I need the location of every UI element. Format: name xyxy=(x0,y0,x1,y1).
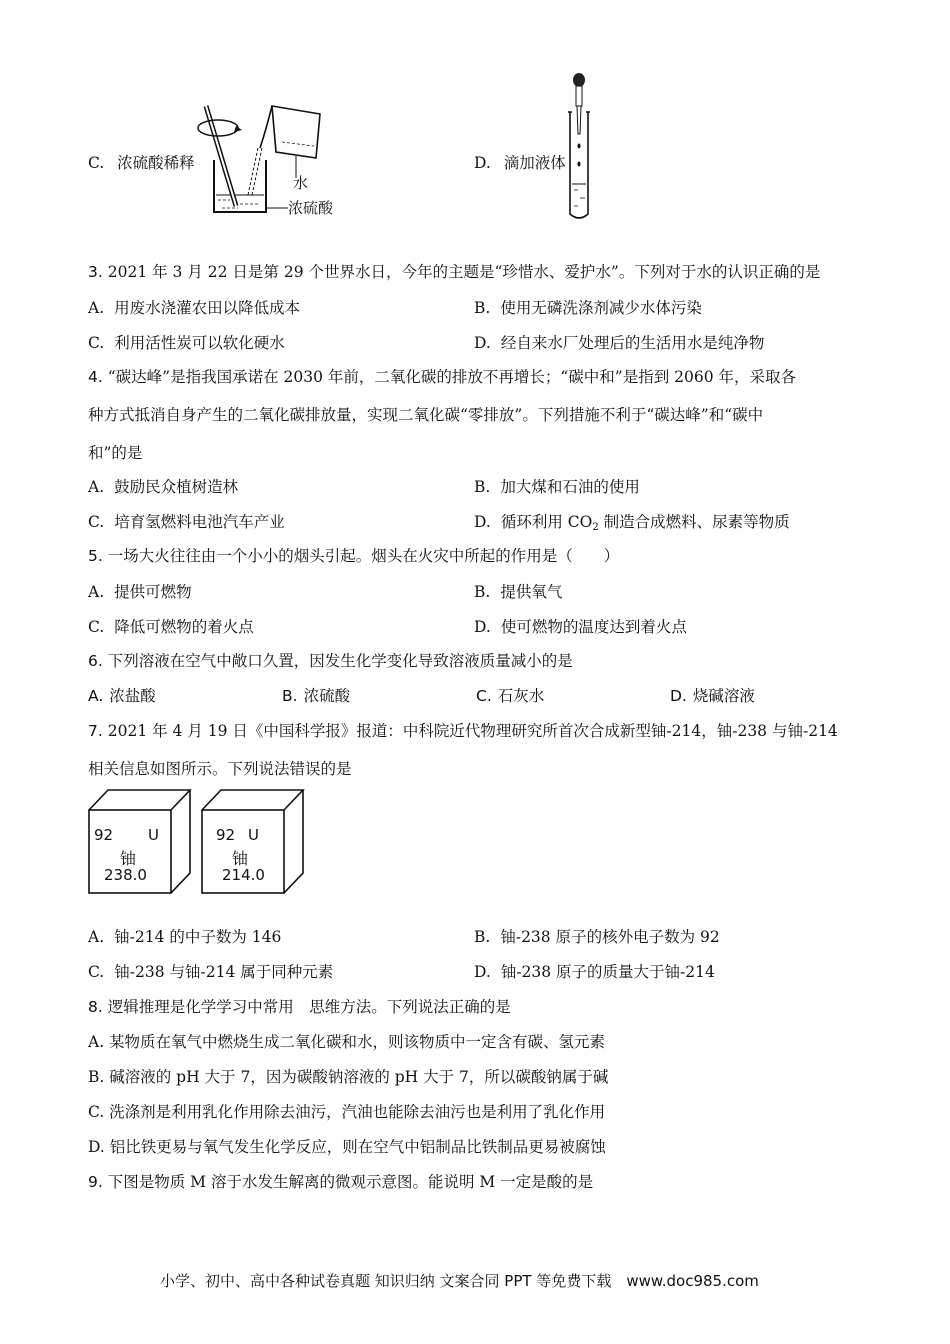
question-4-stem-line3: 和”的是 xyxy=(88,444,143,462)
option-label: A. xyxy=(88,583,105,601)
question-7-stem-line1 xyxy=(88,719,838,741)
option-label: B. xyxy=(282,687,298,705)
q5-option-c xyxy=(88,615,254,637)
question-number: 6. xyxy=(88,652,103,670)
question-number: 8. xyxy=(88,998,103,1016)
card1-name: 铀 xyxy=(120,849,137,868)
q6-option-b xyxy=(282,684,350,706)
option-text: 浓硫酸稀释 xyxy=(117,154,195,172)
option-text: 石灰水 xyxy=(497,687,545,705)
q4-option-a xyxy=(88,475,238,497)
card2-symbol: U xyxy=(248,826,259,844)
option-text: 经自来水厂处理后的生活用水是纯净物 xyxy=(500,334,765,352)
option-text: 铀-214 的中子数为 146 xyxy=(114,928,282,946)
option-text-tail: 制造合成燃料、尿素等物质 xyxy=(598,513,790,531)
q6-option-c xyxy=(476,684,544,706)
question-number: 9. xyxy=(88,1173,103,1191)
option-label: B. xyxy=(474,478,491,496)
q3-option-b xyxy=(474,296,702,318)
q8-option-b: B. 碱溶液的 pH 大于 7，因为碳酸钠溶液的 pH 大于 7，所以碳酸钠属于碱 xyxy=(88,1068,609,1086)
q3-option-d xyxy=(474,331,764,353)
option-text: 提供可燃物 xyxy=(114,583,192,601)
option-label: C. xyxy=(88,963,105,981)
option-text: 浓盐酸 xyxy=(109,687,156,705)
q5-option-b xyxy=(474,580,562,602)
option-text: 提供氧气 xyxy=(500,583,563,601)
option-label: D. xyxy=(474,618,491,636)
q7-option-d xyxy=(474,960,715,982)
subscript: 2 xyxy=(592,522,599,533)
option-label: A. xyxy=(88,687,104,705)
q7-option-a xyxy=(88,925,281,947)
question-number: 3. xyxy=(88,263,103,281)
card1-symbol: U xyxy=(148,826,159,844)
option-c-dilution xyxy=(88,151,195,173)
option-text: 铀-238 与铀-214 属于同种元素 xyxy=(114,963,334,981)
question-number: 4. xyxy=(88,368,103,386)
figure-label-water: 水 xyxy=(293,174,309,192)
option-label: A. xyxy=(88,478,105,496)
option-label: B. xyxy=(474,583,491,601)
q8-option-c: C. 洗涤剂是利用乳化作用除去油污，汽油也能除去油污也是利用了乳化作用 xyxy=(88,1103,606,1121)
option-label: C. xyxy=(88,513,105,531)
q3-option-c xyxy=(88,331,285,353)
q6-option-d xyxy=(670,684,755,706)
q7-option-c xyxy=(88,960,333,982)
q7-option-b xyxy=(474,925,720,947)
q8-option-a: A. 某物质在氧气中燃烧生成二氧化碳和水，则该物质中一定含有碳、氢元素 xyxy=(88,1033,606,1051)
option-text: 培育氢燃料电池汽车产业 xyxy=(114,513,285,531)
card2-atomic-number: 92 xyxy=(216,826,236,844)
option-d-dropping xyxy=(474,151,566,173)
question-text: 2021 年 3 月 22 日是第 29 个世界水日，今年的主题是“珍惜水、爱护水”。下列对于水的认识正确的是 xyxy=(107,263,821,281)
question-4-stem-line1 xyxy=(88,365,796,387)
option-label: B. xyxy=(474,299,491,317)
question-text: 2021 年 4 月 19 日《中国科学报》报道：中科院近代物理研究所首次合成新型铀-214，铀-238 与铀-214 xyxy=(107,722,838,740)
question-5-stem xyxy=(88,544,619,566)
option-label: C. xyxy=(88,618,105,636)
card2-atomic-mass: 214.0 xyxy=(222,866,265,884)
question-6-stem xyxy=(88,649,573,671)
option-label: D. xyxy=(474,334,491,352)
option-text: 铀-238 原子的质量大于铀-214 xyxy=(500,963,715,981)
q5-option-a xyxy=(88,580,192,602)
question-8-stem xyxy=(88,995,511,1017)
question-text: 下列溶液在空气中敞口久置，因发生化学变化导致溶液质量减小的是 xyxy=(107,652,573,670)
test-tube-dropper-figure xyxy=(566,72,592,222)
option-label: C. xyxy=(476,687,492,705)
option-label: D. xyxy=(474,154,491,172)
option-label: D. xyxy=(474,963,491,981)
option-label: A. xyxy=(88,928,105,946)
question-9-stem xyxy=(88,1170,593,1192)
option-text: 铀-238 原子的核外电子数为 92 xyxy=(500,928,720,946)
option-text: 鼓励民众植树造林 xyxy=(114,478,239,496)
q3-option-a xyxy=(88,296,300,318)
option-label: C. xyxy=(88,334,105,352)
option-text: 滴加液体 xyxy=(503,154,566,172)
q4-option-d xyxy=(474,510,790,533)
question-number: 7. xyxy=(88,722,103,740)
option-text: 烧碱溶液 xyxy=(692,687,755,705)
option-label: D. xyxy=(670,687,687,705)
question-3-stem xyxy=(88,260,820,282)
question-text: “碳达峰”是指我国承诺在 2030 年前，二氧化碳的排放不再增长；“碳中和”是指到 2060 年，采取各 xyxy=(107,368,797,386)
q6-option-a xyxy=(88,684,156,706)
q5-option-d xyxy=(474,615,687,637)
question-text: 下图是物质 M 溶于水发生解离的微观示意图。能说明 M 一定是酸的是 xyxy=(107,1173,594,1191)
q4-option-b xyxy=(474,475,640,497)
option-text: 加大煤和石油的使用 xyxy=(500,478,640,496)
question-number: 5. xyxy=(88,547,103,565)
q8-option-d: D. 铝比铁更易与氧气发生化学反应，则在空气中铝制品比铁制品更易被腐蚀 xyxy=(88,1138,606,1156)
option-text: 循环利用 CO xyxy=(500,513,593,531)
card1-atomic-number: 92 xyxy=(94,826,114,844)
option-text: 使用无磷洗涤剂减少水体污染 xyxy=(500,299,702,317)
question-7-stem-line2: 相关信息如图所示。下列说法错误的是 xyxy=(88,760,352,778)
question-text: 逻辑推理是化学学习中常用 思维方法。下列说法正确的是 xyxy=(107,998,511,1016)
card2-name: 铀 xyxy=(232,849,249,868)
option-label: C. xyxy=(88,154,105,172)
option-text: 浓硫酸 xyxy=(303,687,351,705)
option-text: 使可燃物的温度达到着火点 xyxy=(500,618,687,636)
page-footer: 小学、初中、高中各种试卷真题 知识归纳 文案合同 PPT 等免费下载 www.doc985.com xyxy=(160,1272,759,1290)
option-text: 降低可燃物的着火点 xyxy=(114,618,254,636)
figure-label-acid: 浓硫酸 xyxy=(288,199,334,217)
option-text: 用废水浇灌农田以降低成本 xyxy=(114,299,301,317)
q4-option-c xyxy=(88,510,285,532)
question-text: 一场大火往往由一个小小的烟头引起。烟头在火灾中所起的作用是（ ） xyxy=(107,547,620,565)
option-label: B. xyxy=(474,928,491,946)
card1-atomic-mass: 238.0 xyxy=(104,866,147,884)
question-4-stem-line2: 种方式抵消自身产生的二氧化碳排放量，实现二氧化碳“零排放”。下列措施不利于“碳达峰”和“碳中 xyxy=(88,406,764,424)
option-label: D. xyxy=(474,513,491,531)
option-text: 利用活性炭可以软化硬水 xyxy=(114,334,285,352)
option-label: A. xyxy=(88,299,105,317)
